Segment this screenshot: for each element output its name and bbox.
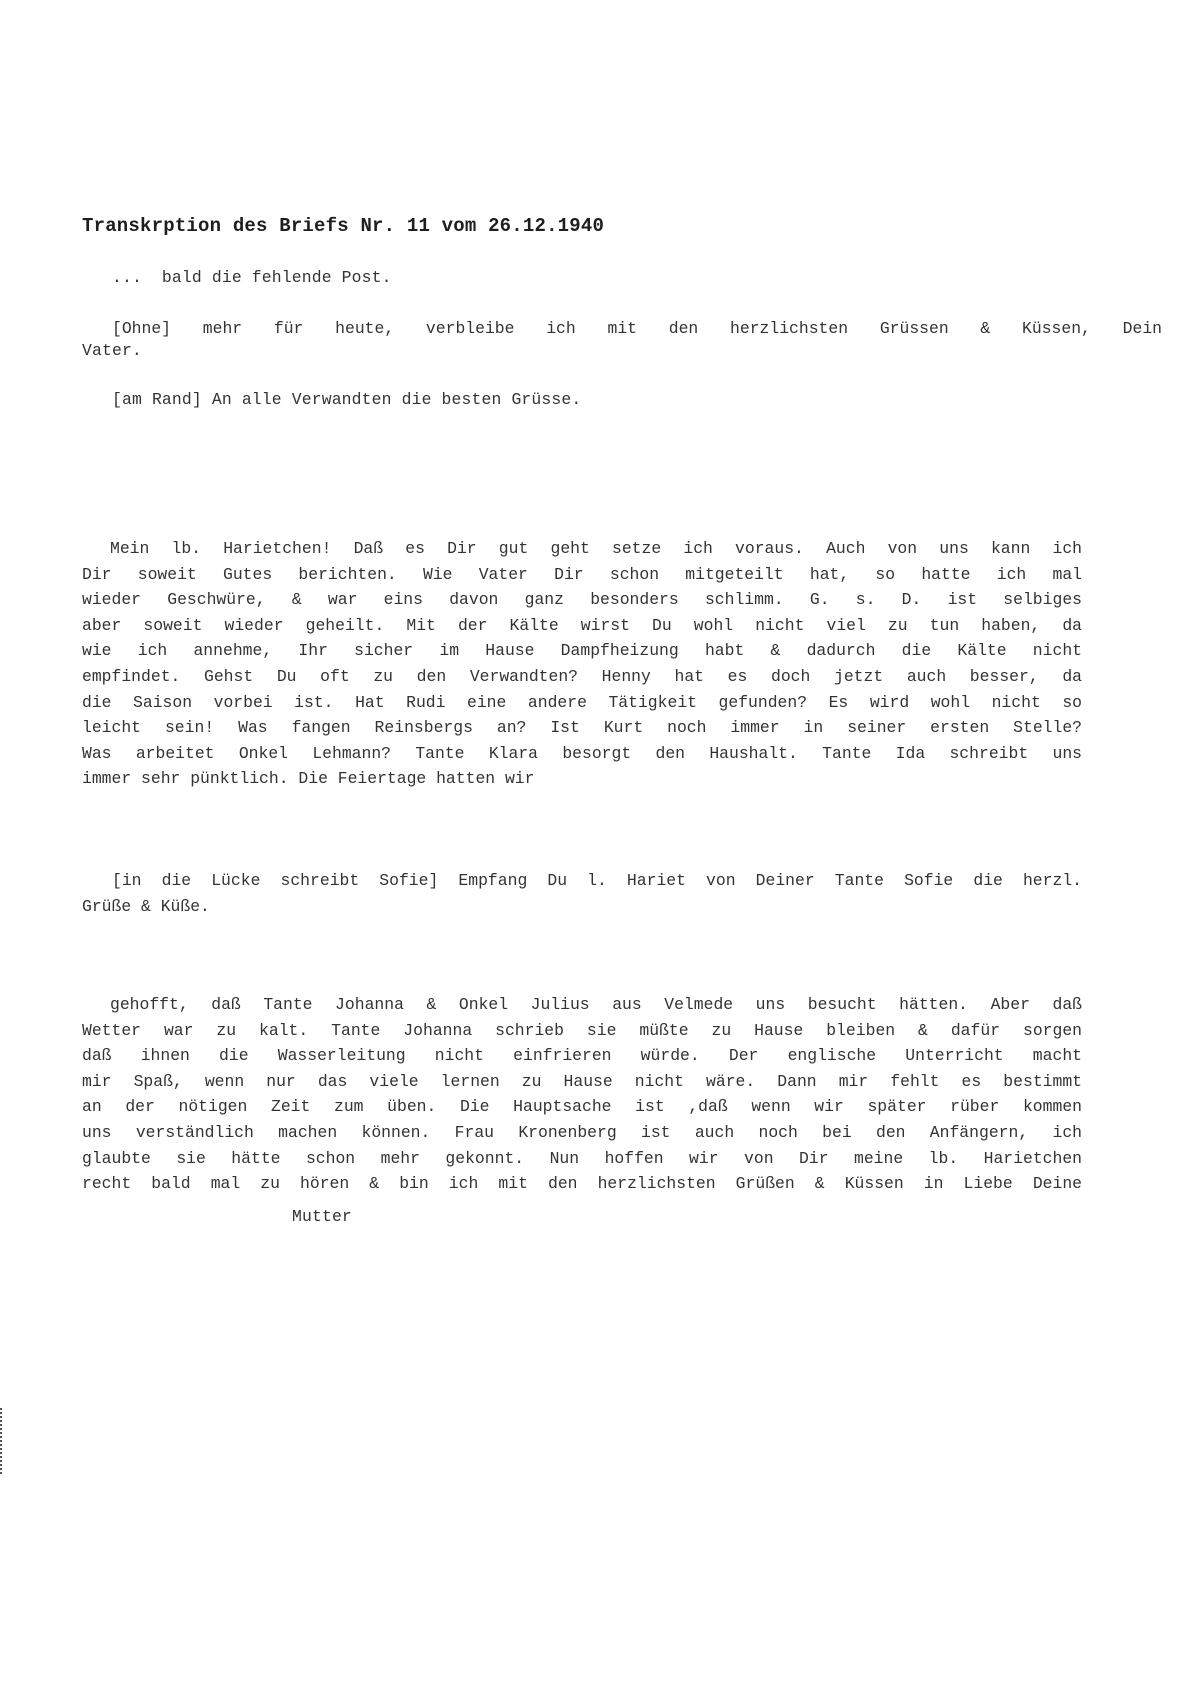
margin-note: [am Rand] An alle Verwandten die besten Grüsse. [112, 390, 582, 409]
mother-line: immer sehr pünktlich. Die Feiertage hatten wir [82, 769, 535, 789]
mother-line: leicht sein! Was fangen Reinsbergs an? Ist Kurt noch immer in seiner ersten Stelle? [82, 718, 1082, 738]
mother-line: empfindet. Gehst Du oft zu den Verwandten? Henny hat es doch jetzt auch besser, da [82, 666, 1082, 686]
father-closing-line-2: Vater. [82, 341, 142, 360]
mother-line: mir Spaß, wenn nur das viele lernen zu Hause nicht wäre. Dann mir fehlt es bestimmt [82, 1071, 1082, 1091]
mother-line: daß ihnen die Wasserleitung nicht einfrieren würde. Der englische Unterricht macht [82, 1046, 1082, 1066]
mother-line: an der nötigen Zeit zum üben. Die Hauptsache ist ,daß wenn wir später rüber kommen [82, 1097, 1082, 1117]
mother-line: Dir soweit Gutes berichten. Wie Vater Dir schon mitgeteilt hat, so hatte ich mal [82, 564, 1082, 584]
document-title: Transkrption des Briefs Nr. 11 vom 26.12.1940 [82, 215, 605, 237]
sofie-insert-paragraph [82, 868, 1082, 919]
mother-line: gehofft, daß Tante Johanna & Onkel Julius aus Velmede uns besucht hätten. Aber daß [110, 995, 1082, 1014]
mother-line: uns verständlich machen können. Frau Kronenberg ist auch noch bei den Anfängern, ich [82, 1122, 1082, 1142]
mother-line: Mein lb. Harietchen! Daß es Dir gut geht setze ich voraus. Auch von uns kann ich [110, 539, 1082, 558]
mother-line: recht bald mal zu hören & bin ich mit den herzlichsten Grüßen & Küssen in Liebe Deine [82, 1174, 1082, 1194]
mother-line: Wetter war zu kalt. Tante Johanna schrieb sie müßte zu Hause bleiben & dafür sorgen [82, 1020, 1082, 1040]
opening-line: ... bald die fehlende Post. [112, 268, 392, 287]
mother-line: aber soweit wieder geheilt. Mit der Kälte wirst Du wohl nicht viel zu tun haben, da [82, 615, 1082, 635]
mother-line: glaubte sie hätte schon mehr gekonnt. Nun hoffen wir von Dir meine lb. Harietchen [82, 1148, 1082, 1168]
signature-mutter: Mutter [292, 1207, 352, 1226]
scan-edge-mark [0, 1408, 4, 1474]
sofie-line: [in die Lücke schreibt Sofie] Empfang Du l. Hariet von Deiner Tante Sofie die herzl. [112, 871, 1082, 890]
mother-paragraph-2 [82, 992, 1082, 1197]
mother-line: wie ich annehme, Ihr sicher im Hause Dampfheizung habt & dadurch die Kälte nicht [82, 641, 1082, 661]
sofie-line: Grüße & Küße. [82, 896, 210, 916]
mother-line: die Saison vorbei ist. Hat Rudi eine andere Tätigkeit gefunden? Es wird wohl nicht so [82, 692, 1082, 712]
father-closing-paragraph [82, 316, 1162, 342]
mother-line: wieder Geschwüre, & war eins davon ganz besonders schlimm. G. s. D. ist selbiges [82, 590, 1082, 610]
mother-paragraph-1 [82, 536, 1082, 792]
mother-line: Was arbeitet Onkel Lehmann? Tante Klara besorgt den Haushalt. Tante Ida schreibt uns [82, 743, 1082, 763]
father-closing-line-1: [Ohne] mehr für heute, verbleibe ich mit den herzlichsten Grüssen & Küssen, Dein [112, 319, 1162, 338]
